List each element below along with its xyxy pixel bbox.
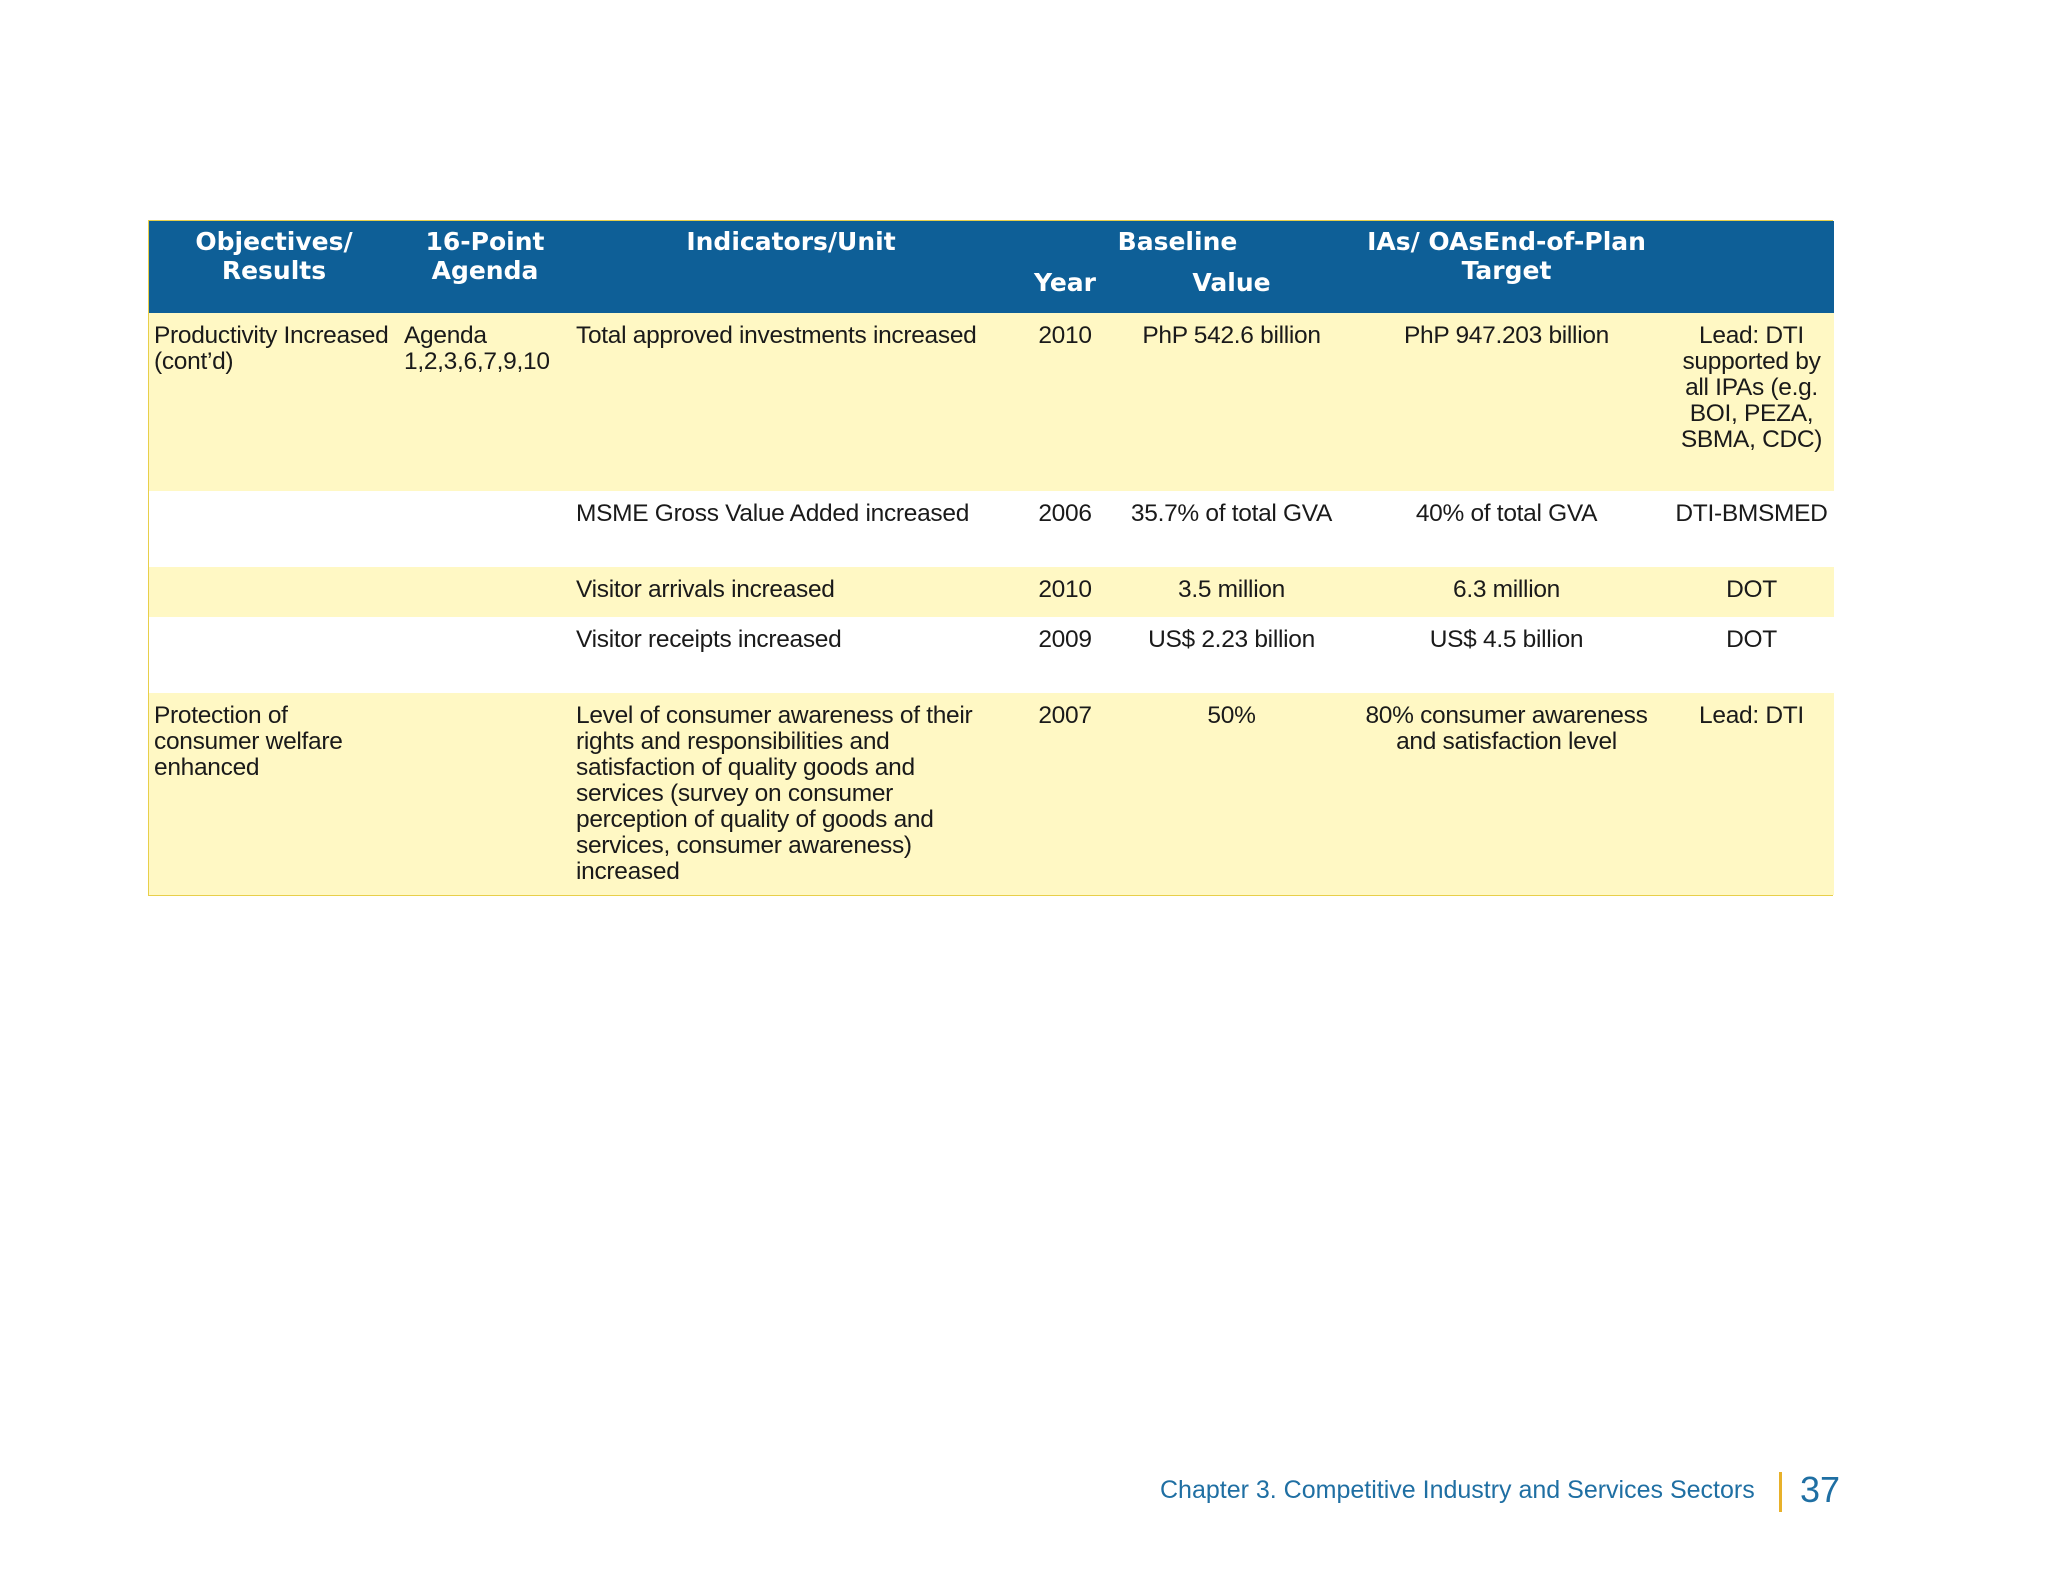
table-row <box>149 567 1834 617</box>
cell-agency: DOT <box>1669 567 1834 617</box>
header-year: Year <box>1011 256 1119 313</box>
cell-agenda <box>399 693 571 895</box>
cell-year: 2009 <box>1011 617 1119 693</box>
cell-indicator: Visitor arrivals increased <box>571 567 1011 617</box>
cell-target: 80% consumer awareness and satisfaction level <box>1344 693 1669 895</box>
header-agency <box>1669 221 1834 313</box>
cell-year: 2006 <box>1011 491 1119 567</box>
chapter-title: Chapter 3. Competitive Industry and Services Sectors <box>1160 1476 1755 1504</box>
cell-agenda: Agenda 1,2,3,6,7,9,10 <box>399 313 571 491</box>
cell-year: 2010 <box>1011 567 1119 617</box>
cell-target: 40% of total GVA <box>1344 491 1669 567</box>
cell-value: PhP 542.6 billion <box>1119 313 1344 491</box>
cell-indicator: Total approved investments increased <box>571 313 1011 491</box>
cell-indicator: Level of consumer awareness of their rights and responsibilities and satisfaction of quality goods and services (survey on consumer perception of quality of goods and services, consumer awareness) increased <box>571 693 1011 895</box>
cell-objective: Protection of consumer welfare enhanced <box>149 693 399 895</box>
table-row <box>149 491 1834 567</box>
cell-agenda <box>399 491 571 567</box>
cell-agency: Lead: DTI supported by all IPAs (e.g. BOI, PEZA, SBMA, CDC) <box>1669 313 1834 491</box>
header-baseline: Baseline <box>1011 221 1344 256</box>
cell-agenda <box>399 567 571 617</box>
header-objectives: Objectives/ Results <box>149 221 399 313</box>
cell-indicator: MSME Gross Value Added increased <box>571 491 1011 567</box>
cell-value: 50% <box>1119 693 1344 895</box>
cell-value: 35.7% of total GVA <box>1119 491 1344 567</box>
results-table <box>149 221 1834 895</box>
page-number: 37 <box>1800 1469 1841 1510</box>
cell-target: US$ 4.5 billion <box>1344 617 1669 693</box>
header-agenda: 16-Point Agenda <box>399 221 571 313</box>
cell-year: 2010 <box>1011 313 1119 491</box>
cell-value: US$ 2.23 billion <box>1119 617 1344 693</box>
header-indicators: Indicators/Unit <box>571 221 1011 313</box>
cell-objective <box>149 617 399 693</box>
header-value: Value <box>1119 256 1344 313</box>
table-row <box>149 693 1834 895</box>
cell-objective: Productivity Increased (cont’d) <box>149 313 399 491</box>
cell-year: 2007 <box>1011 693 1119 895</box>
cell-indicator: Visitor receipts increased <box>571 617 1011 693</box>
cell-agency: DTI-BMSMED <box>1669 491 1834 567</box>
cell-objective <box>149 567 399 617</box>
cell-target: 6.3 million <box>1344 567 1669 617</box>
table-row <box>149 313 1834 491</box>
results-matrix-table <box>148 220 1833 896</box>
cell-value: 3.5 million <box>1119 567 1344 617</box>
cell-objective <box>149 491 399 567</box>
cell-agenda <box>399 617 571 693</box>
cell-agency: DOT <box>1669 617 1834 693</box>
cell-agency: Lead: DTI <box>1669 693 1834 895</box>
table-row <box>149 617 1834 693</box>
footer-divider <box>1779 1472 1782 1512</box>
header-target: IAs/ OAsEnd-of-Plan Target <box>1344 221 1669 313</box>
cell-target: PhP 947.203 billion <box>1344 313 1669 491</box>
table-header <box>149 221 1834 313</box>
